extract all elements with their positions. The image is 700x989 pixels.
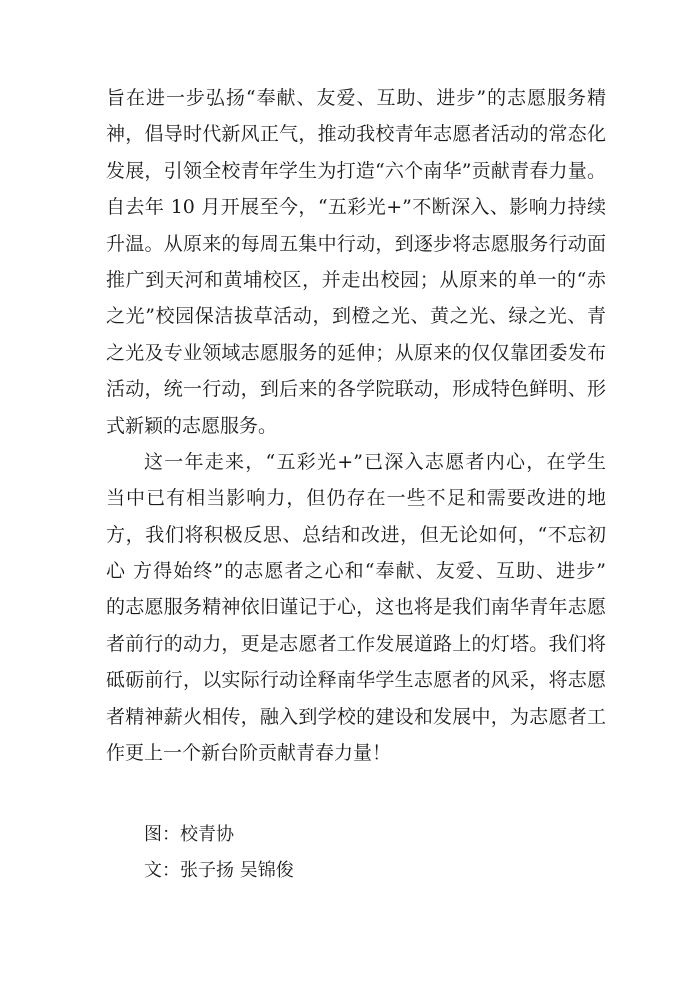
text-line: 活动，统一行动，到后来的各学院联动，形成特色鲜明、形 — [106, 378, 606, 401]
paragraph-1 — [106, 80, 606, 444]
paragraph-2 — [106, 444, 606, 772]
text-line: 者精神薪火相传，融入到学校的建设和发展中，为志愿者工 — [106, 705, 606, 728]
photo-credit: 图：校青协 — [144, 824, 234, 845]
article-body — [106, 80, 606, 771]
text-credit: 文：张子扬 吴锦俊 — [144, 860, 294, 881]
text-line: 升温。从原来的每周五集中行动，到逐步将志愿服务行动面 — [106, 232, 606, 255]
text-line: 自去年 10 月开展至今，“五彩光+”不断深入、影响力持续 — [106, 196, 606, 219]
text-line: 神，倡导时代新风正气，推动我校青年志愿者活动的常态化 — [106, 123, 606, 146]
text-line: 作更上一个新台阶贡献青春力量！ — [106, 742, 392, 765]
text-line: 推广到天河和黄埔校区，并走出校园；从原来的单一的“赤 — [106, 268, 606, 291]
text-line: 方，我们将积极反思、总结和改进，但无论如何，“不忘初 — [106, 523, 606, 546]
text-line: 之光及专业领域志愿服务的延伸；从原来的仅仅靠团委发布 — [106, 341, 606, 364]
text-line: 式新颖的志愿服务。 — [106, 414, 278, 437]
text-line: 旨在进一步弘扬“奉献、友爱、互助、进步”的志愿服务精 — [106, 87, 606, 109]
text-line: 者前行的动力，更是志愿者工作发展道路上的灯塔。我们将 — [106, 632, 606, 655]
text-line: 发展，引领全校青年学生为打造“六个南华”贡献青春力量。 — [106, 159, 606, 182]
text-line: 心 方得始终”的志愿者之心和“奉献、友爱、互助、进步” — [106, 560, 606, 583]
text-line: 当中已有相当影响力，但仍存在一些不足和需要改进的地 — [106, 487, 606, 510]
text-line: 之光”校园保洁拔草活动，到橙之光、黄之光、绿之光、青 — [106, 305, 606, 328]
text-line: 这一年走来，“五彩光+”已深入志愿者内心，在学生 — [144, 450, 606, 473]
text-line: 的志愿服务精神依旧谨记于心，这也将是我们南华青年志愿 — [106, 596, 606, 619]
credits — [144, 817, 444, 889]
text-line: 砥砺前行，以实际行动诠释南华学生志愿者的风采，将志愿 — [106, 669, 606, 692]
